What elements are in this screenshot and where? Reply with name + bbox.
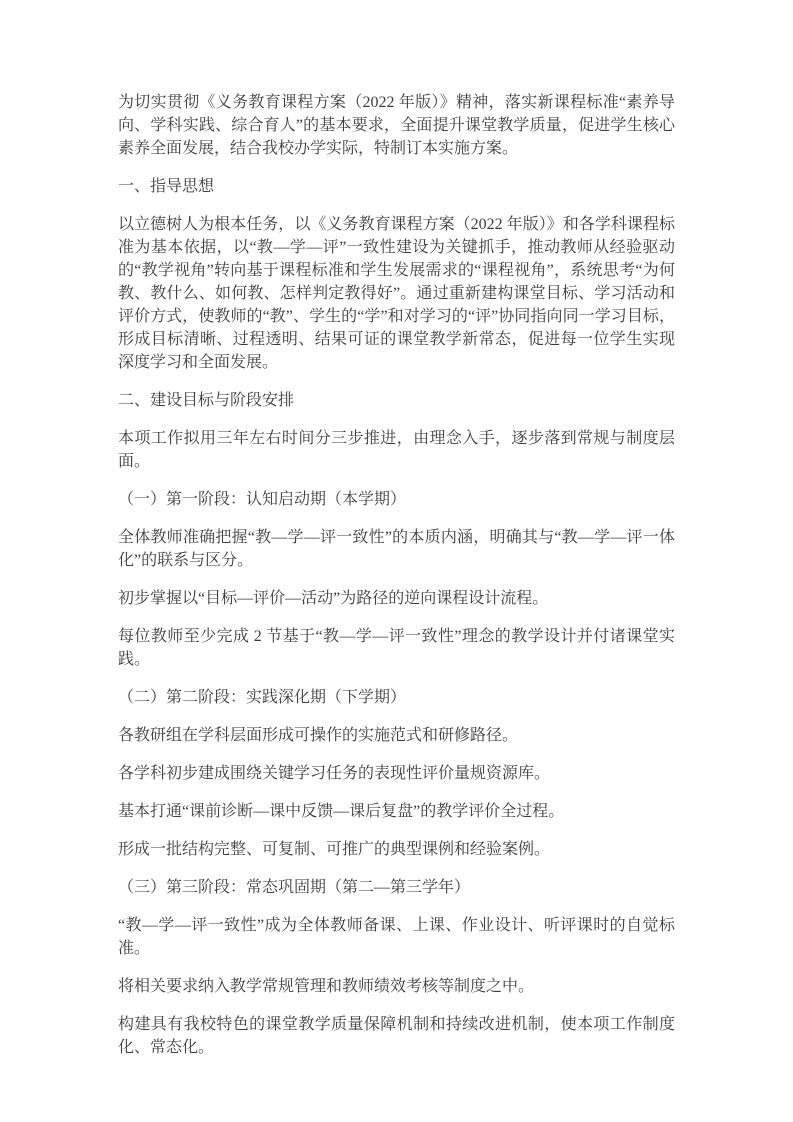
body-paragraph: 本项工作拟用三年左右时间分三步推进，由理念入手，逐步落到常规与制度层面。: [118, 430, 675, 470]
body-paragraph: 各教研组在学科层面形成可操作的实施范式和研修路径。: [118, 727, 519, 744]
body-paragraph: 全体教师准确把握“教—学—评一致性”的本质内涵，明确其与“教—学—评一体化”的联系与区分。: [118, 529, 675, 569]
body-paragraph: 形成一批结构完整、可复制、可推广的典型课例和经验案例。: [118, 841, 551, 858]
section-heading: （一）第一阶段：认知启动期（本学期）: [118, 491, 407, 508]
body-paragraph: 各学科初步建成围绕关键学习任务的表现性评价量规资源库。: [118, 765, 551, 782]
section-heading: 二、建设目标与阶段安排: [118, 392, 295, 409]
section-heading: （二）第二阶段：实践深化期（下学期）: [118, 689, 407, 706]
body-paragraph: 将相关要求纳入教学常规管理和教师绩效考核等制度之中。: [118, 978, 535, 995]
body-paragraph: 为切实贯彻《义务教育课程方案（2022 年版）》精神，落实新课程标准“素养导向、学科实践、综合育人”的基本要求，全面提升课堂教学质量，促进学生核心素养全面发展，结合我校办学实际，特制订本实施方案。: [118, 94, 675, 157]
body-paragraph: 每位教师至少完成 2 节基于“教—学—评一致性”理念的教学设计并付诸课堂实践。: [118, 628, 675, 668]
body-paragraph: 基本打通“课前诊断—课中反馈—课后复盘”的教学评价全过程。: [118, 803, 565, 820]
body-paragraph: 构建具有我校特色的课堂教学质量保障机制和持续改进机制，使本项工作制度化、常态化。: [118, 1016, 675, 1056]
section-heading: （三）第三阶段：常态巩固期（第二—第三学年）: [118, 879, 471, 896]
body-paragraph: 以立德树人为根本任务，以《义务教育课程方案（2022 年版）》和各学科课程标准为基本依据，以“教—学—评”一致性建设为关键抓手，推动教师从经验驱动的“教学视角”转向基于课程标准和学生发展需求的“课程视角”，系统思考“为何教、教什么、如何教、怎样判定教得好”。通过重新建构课堂目标、学习活动和评价方式，使教师的“教”、学生的“学”和对学习的“评”协同指向同一学习目标，形成目标清晰、过程透明、结果可证的课堂教学新常态，促进每一位学生实现深度学习和全面发展。: [118, 216, 675, 371]
document-content: [118, 91, 675, 1074]
body-paragraph: “教—学—评一致性”成为全体教师备课、上课、作业设计、听评课时的自觉标准。: [118, 917, 675, 957]
section-heading: 一、指导思想: [118, 178, 215, 195]
body-paragraph: 初步掌握以“目标—评价—活动”为路径的逆向课程设计流程。: [118, 590, 549, 607]
